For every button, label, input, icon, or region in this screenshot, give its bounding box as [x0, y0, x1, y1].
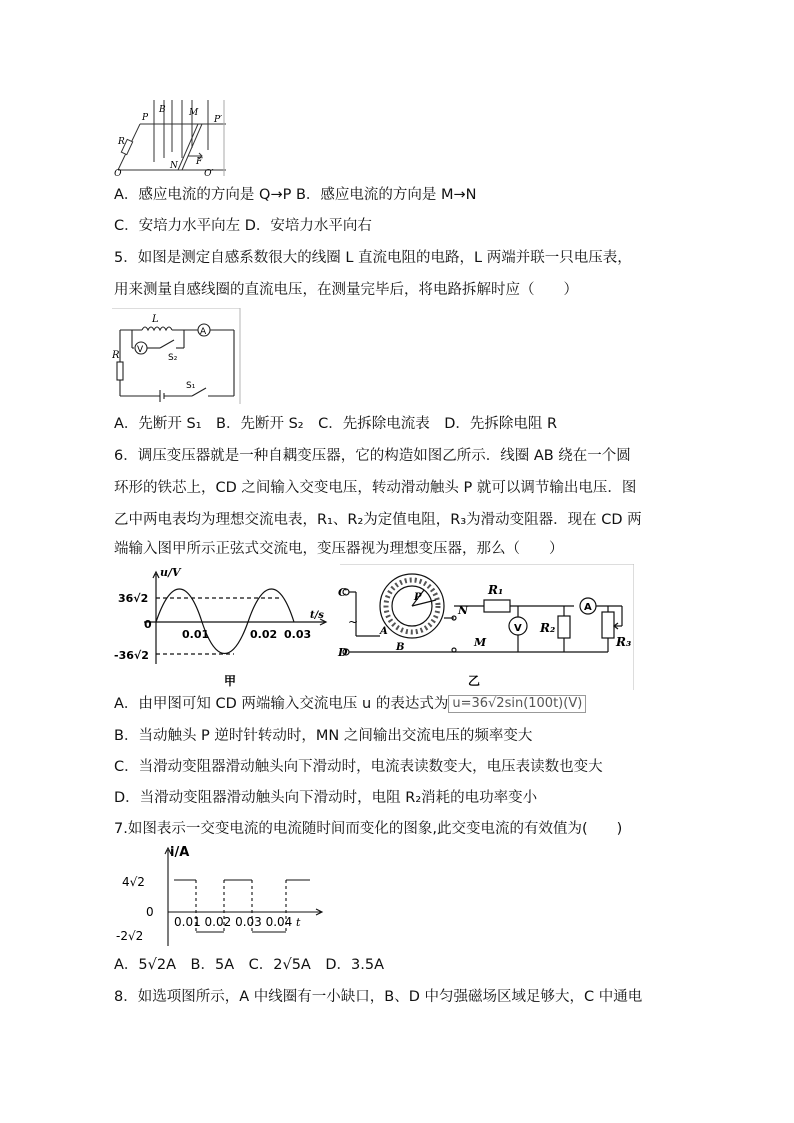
q7-xlabel: t: [296, 916, 301, 929]
label-M: M: [189, 108, 199, 118]
label-P: P: [142, 113, 149, 123]
q6-option-a-text: A．由甲图可知 CD 两端输入交流电压 u 的表达式为: [114, 696, 449, 712]
yi-label-R1: R₁: [488, 583, 504, 597]
q7-neg-value: -2√2: [116, 929, 144, 943]
jia-tick-002: 0.02: [250, 628, 278, 641]
label-F: F: [196, 157, 203, 167]
q5-circuit-figure: [112, 308, 242, 404]
yi-ac-symbol: ~: [348, 615, 359, 629]
yi-caption: 乙: [468, 674, 481, 688]
yi-label-N: N: [458, 604, 469, 617]
voltmeter-label: V: [137, 345, 144, 355]
q8-stem: 8．如选项图所示，A 中线圈有一小缺口，B、D 中匀强磁场区域足够大，C 中通电: [114, 989, 643, 1005]
ammeter-label: A: [200, 327, 207, 337]
q6-stem-line4: 端输入图甲所示正弦式交流电，变压器视为理想变压器，那么（ ）: [114, 541, 564, 557]
q7-ylabel: i/A: [170, 845, 190, 860]
q7-tick-labels: 0.01 0.02 0.03 0.04: [174, 915, 293, 929]
label-L: L: [152, 314, 159, 325]
jia-xlabel: t/s: [310, 610, 324, 621]
q4-options-ab: A．感应电流的方向是 Q→P B．感应电流的方向是 M→N: [114, 187, 477, 203]
yi-voltmeter-label: V: [514, 623, 522, 634]
q6-option-c: C．当滑动变阻器滑动触头向下滑动时，电流表读数变大，电压表读数也变大: [114, 759, 603, 775]
label-S1: S₁: [186, 381, 196, 391]
jia-tick-003: 0.03: [284, 628, 312, 641]
yi-label-P: P: [414, 592, 422, 603]
q7-square-wave-figure: [114, 844, 328, 950]
yi-label-R3: R₃: [616, 635, 632, 649]
jia-neg-peak: -36√2: [114, 649, 149, 662]
yi-label-D: D: [338, 646, 348, 659]
q5-stem-line1: 5．如图是测定自感系数很大的线圈 L 直流电阻的电路，L 两端并联一只电压表，: [114, 250, 632, 266]
jia-caption: 甲: [224, 674, 237, 688]
q7-pos-value: 4√2: [122, 875, 145, 889]
label-Q: Q: [114, 169, 122, 176]
label-Q-prime: Q′: [204, 169, 214, 176]
label-S2: S₂: [168, 353, 178, 363]
q5-options: A．先断开 S₁ B．先断开 S₂ C．先拆除电流表 D．先拆除电阻 R: [114, 416, 558, 432]
jia-zero: 0: [144, 618, 152, 631]
q7-zero: 0: [146, 905, 154, 919]
q6-option-d: D．当滑动变阻器滑动触头向下滑动时，电阻 R₂消耗的电功率变小: [114, 790, 538, 806]
q4-rail-figure: [110, 100, 230, 176]
label-N: N: [170, 161, 178, 171]
q6-option-b: B．当动触头 P 逆时针转动时，MN 之间输出交流电压的频率变大: [114, 728, 533, 744]
yi-label-A: A: [380, 626, 388, 637]
label-R: R: [112, 350, 120, 361]
q6-figure-panel: [114, 564, 634, 690]
q6-option-a-formula: u=36√2sin(100t)(V): [448, 695, 586, 713]
yi-label-B: B: [396, 642, 405, 653]
yi-label-C: C: [338, 586, 347, 599]
q7-options: A．5√2A B．5A C．2√5A D．3.5A: [114, 957, 384, 973]
label-R: R: [118, 137, 125, 147]
q6-option-a: [114, 694, 586, 714]
q7-stem: 7.如图表示一交变电流的电流随时间而变化的图象,此交变电流的有效值为( ): [114, 821, 623, 837]
label-B: B: [159, 105, 166, 115]
yi-ammeter-label: A: [584, 602, 592, 613]
jia-pos-peak: 36√2: [118, 592, 149, 605]
jia-ylabel: u/V: [160, 566, 181, 579]
q6-stem-line3: 乙中两电表均为理想交流电表，R₁、R₂为定值电阻，R₃为滑动变阻器．现在 CD 两: [114, 512, 642, 528]
yi-label-M: M: [474, 636, 487, 649]
label-P-prime: P′: [214, 115, 223, 125]
yi-label-R2: R₂: [540, 621, 556, 635]
jia-tick-001: 0.01: [182, 628, 210, 641]
q4-options-cd: C．安培力水平向左 D．安培力水平向右: [114, 218, 372, 234]
q6-stem-line2: 环形的铁芯上，CD 之间输入交变电压，转动滑动触头 P 就可以调节输出电压．图: [114, 480, 637, 496]
q6-stem-line1: 6．调压变压器就是一种自耦变压器，它的构造如图乙所示．线圈 AB 绕在一个圆: [114, 448, 631, 464]
q5-stem-line2: 用来测量自感线圈的直流电压，在测量完毕后，将电路拆解时应（ ）: [114, 282, 578, 298]
